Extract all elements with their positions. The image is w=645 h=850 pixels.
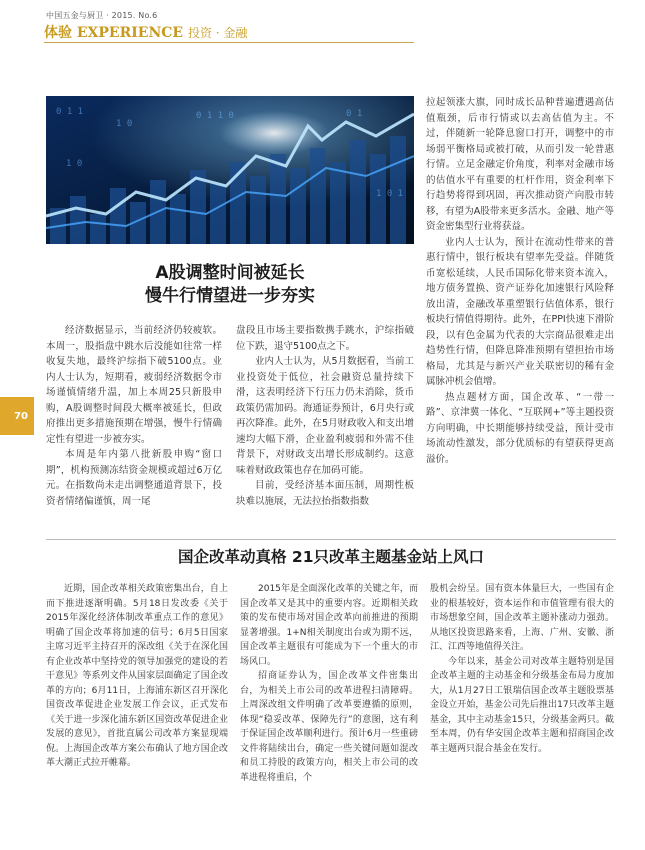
paragraph: 经济数据显示，当前经济仍较疲软。本周一，股指盘中跳水后没能如往常一样收复失地，最终沪综指下破5100点。业内人士认为，短期看，疲弱经济数据令市场谨慎情绪升温，加上本周25只新股申购，A股调整时间段大概率被延长，但政府推出更多措施预期在增强，慢牛行情确定性有望进一步被夯实。 xyxy=(46,325,222,445)
masthead: 中国五金与厨卫 · 2015. No.6 xyxy=(46,11,158,20)
svg-text:0 1: 0 1 xyxy=(346,109,363,119)
article2-column-2 xyxy=(240,582,418,785)
paragraph: 今年以来，基金公司对改革主题特别是国企改革主题的主动基金和分级基金布局力度加大，从1月27日工银瑞信国企改革主题股票基金设立开始，基金公司先后推出17只改革主题基金，其中主动基金15只，分级基金两只。截至本周，仍有华安国企改革主题和招商国企改革主题两只混合基金在发行。 xyxy=(430,656,614,754)
section-header xyxy=(44,22,247,42)
svg-text:1 0: 1 0 xyxy=(116,119,133,129)
paragraph: 近期，国企改革相关政策密集出台，自上而下推进逐渐明确。5月18日发改委《关于2015年深化经济体制改革重点工作的意见》明确了国企改革将加速的信号；6月5日国家主席习近平主持召开的深改组《关于在深化国有企业改革中坚持党的领导加强党的建设的若干意见》等系列文件从国家层面确定了国企改革的方向；6月11日，上海浦东新区召开深化国资改革促进企业发展工作会议，正式发布《关于进一步深化浦东新区国资改革促进企业发展的意见》，首批直属公司改革方案显现端倪。上海国企改革方案公布确认了地方国企改革大潮正式拉开帷幕。 xyxy=(46,584,228,768)
section-title: 体验 EXPERIENCE xyxy=(44,25,184,41)
article2-column-1 xyxy=(46,582,228,771)
paragraph: 2015年是全面深化改革的关键之年，而国企改革又是其中的重要内容。近期相关政策的发布使市场对国企改革向前推进的预期显著增强。1+N相关制度出台或为期不远，国企改革主题很有可能成为下一个重大的市场风口。 xyxy=(240,584,418,667)
svg-text:0 1 1: 0 1 1 xyxy=(56,107,84,117)
paragraph: 本周是年内第八批新股申购“窗口期”，机构预测冻结资金规模或超过6万亿元。在指数尚未走出调整通道背景下，投资者情绪偏谨慎，周一尾 xyxy=(46,449,222,507)
article1-headline xyxy=(46,262,414,308)
page-number-tab: 70 xyxy=(0,397,34,435)
article1-column-3 xyxy=(426,95,614,467)
section-subtitle: 投资 · 金融 xyxy=(187,26,248,40)
article1-title-line1: A股调整时间被延长 xyxy=(155,263,305,283)
stock-chart-image xyxy=(46,96,414,244)
paragraph: 目前，受经济基本面压制，周期性板块难以施展，无法拉抬指数指数 xyxy=(236,480,414,507)
paragraph: 股机会纷呈。国有资本体量巨大，一些国有企业的根基较好，资本运作和市值管理有很大的市场想象空间，国企改革主题补涨动力强劲。从地区投资思路来看，上海、广州、安徽、浙江、江西等地值得关注。 xyxy=(430,584,614,652)
svg-text:1 0 1: 1 0 1 xyxy=(376,189,404,199)
article2-headline: 国企改革动真格 21只改革主题基金站上风口 xyxy=(178,548,484,566)
hero-illustration xyxy=(46,96,414,244)
article1-title-line2: 慢牛行情望进一步夯实 xyxy=(145,286,315,306)
paragraph: 业内人士认为，预计在流动性带来的普惠行情中，银行板块有望率先受益。伴随货币宽松延续，人民币国际化带来资本流入，地方债务置换、资产证券化加速银行风险释放出清，金融改革重塑银行估值体系，银行板块行情值得期待。此外，在PPI快速下滑阶段，以有色金属为代表的大宗商品很难走出趋势性行情，但降息降准预期有望担抬市场格局，尤其是与新兴产业关联密切的稀有金属脉冲机会值增。 xyxy=(426,236,614,387)
svg-text:1 0: 1 0 xyxy=(66,159,83,169)
paragraph: 热点题材方面，国企改革、“一带一路”、京津冀一体化、“互联网+”等主题投资方向明确，中长期能够持续受益，预计受市场流动性激发，部分优质标的有望获得更高溢价。 xyxy=(426,391,614,465)
paragraph: 业内人士认为，从5月数据看，当前工业投资处于低位，社会融资总量持续下滑，这表明经济下行压力仍未消除，货币政策仍需加码。海通证券预计，6月央行或再次降准。此外，在5月财政收入和支出增速均大幅下滑，企业盈利疲弱和外需不佳背景下，对财政支出增长形成制约。这意味着财政政策也存在加码可能。 xyxy=(236,356,414,476)
svg-text:0 1 1 0: 0 1 1 0 xyxy=(196,111,234,121)
header-rule xyxy=(44,42,414,43)
paragraph: 拉起领涨大旗，同时成长品种普遍遭遇高估值瓶颈，后市行情或以去高估值为主。不过，伴随新一轮降息窗口打开，调整中的市场弱平衡格局或被打破，从而引发一轮普惠行情。立足金融定价角度，利率对金融市场的估值水平有重要的杠杆作用，资金利率下行趋势将得到巩固，再次推动资产向股市转移，有望为A股带来更多活水。金融、地产等资金密集型行业将获益。 xyxy=(426,97,614,232)
paragraph: 盘段且市场主要指数携手跳水，沪综指破位下跌，退守5100点之下。 xyxy=(236,325,414,352)
article2-column-3 xyxy=(430,582,614,756)
article1-column-2 xyxy=(236,323,414,509)
article1-column-1 xyxy=(46,323,222,509)
article-divider xyxy=(46,539,616,540)
paragraph: 招商证券认为，国企改革文件密集出台，为相关上市公司的改革进程扫清障碍。上周深改组文件明确了改革要遵循的原则，体现“稳妥改革、保障先行”的意图，这有利于保证国企改革顺利进行。预计6月一些重磅文件将陆续出台，确定一些关键问题如混改和员工持股的政策方向，相关上市公司的改革进程将重启，个 xyxy=(240,671,418,783)
